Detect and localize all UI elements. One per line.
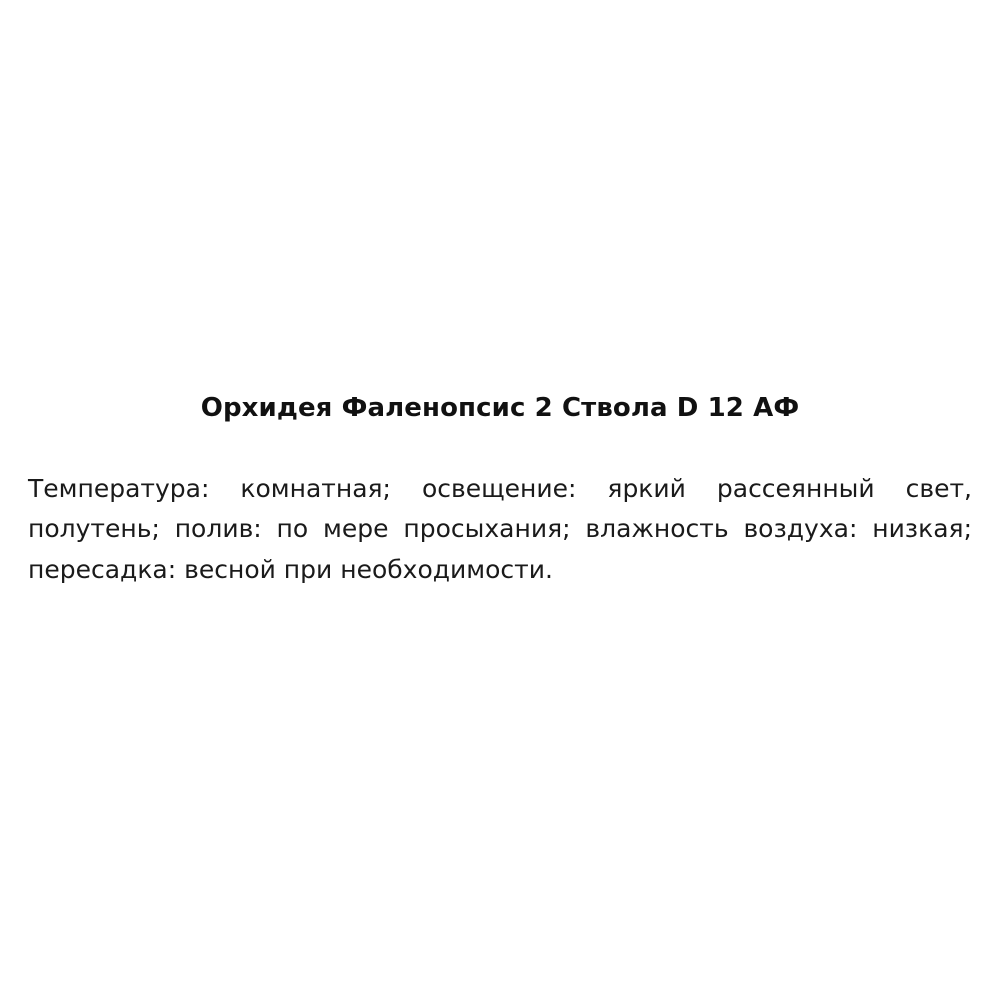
care-instructions-text: Температура: комнатная; освещение: яркий рассеянный свет, полутень; полив: по мере просыхания; влажность воздуха: низкая; пересадка: весной при необходимости.	[28, 473, 972, 584]
product-info-block	[28, 392, 972, 590]
page-title: Орхидея Фаленопсис 2 Ствола D 12 АФ	[200, 393, 800, 423]
